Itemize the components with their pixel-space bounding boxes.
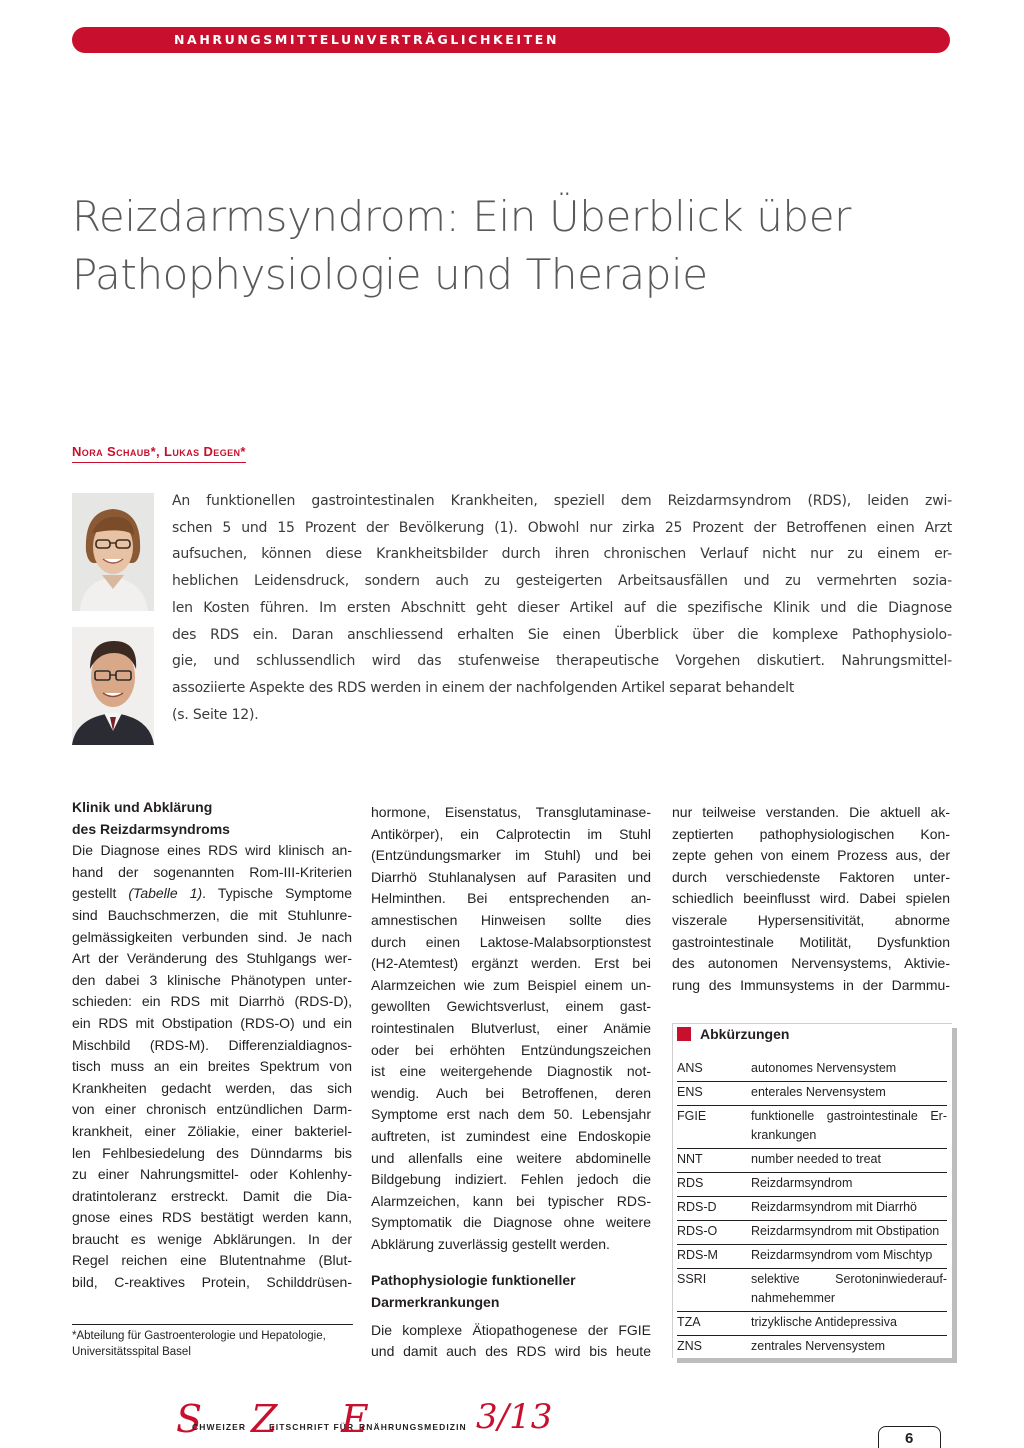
abbreviation-term: RDS-D <box>677 1200 717 1214</box>
abbreviation-row <box>677 1246 947 1269</box>
author-line: Nora Schaub*, Lukas Degen* <box>72 444 246 463</box>
definition-line: funktionelle gastrointestinale Er- <box>751 1109 947 1123</box>
body-line: dratintoleranz erstreckt. Damit die Dia- <box>72 1187 352 1204</box>
abstract-line: gie, und schlussendlich wird das stufenweise therapeutische Vorgehen diskutiert. Nahrungsmittel- <box>172 653 952 670</box>
abbreviation-term: RDS-M <box>677 1248 718 1262</box>
section-heading: Darmerkrankungen <box>371 1294 500 1311</box>
definition-line: enterales Nervensystem <box>751 1085 886 1099</box>
body-line: amnestischen Hinweisen sollte dies <box>371 911 651 928</box>
masthead-word: RNÄHRUNGSMEDIZIN <box>359 1422 467 1432</box>
abbreviation-definition <box>751 1222 947 1241</box>
definition-line: nahmehemmer <box>751 1291 836 1305</box>
body-line: gnose eines RDS bestätigt werden kann, <box>72 1209 352 1226</box>
body-line: oder bei erhöhten Entzündungszeichen <box>371 1041 651 1058</box>
abbreviation-row <box>677 1198 947 1221</box>
abbreviation-definition <box>751 1313 947 1332</box>
abbreviation-row <box>677 1313 947 1336</box>
body-line: des autonomen Nervensystems, Aktivie- <box>672 955 950 972</box>
body-line: Symptomatik die Diagnose ohne weitere <box>371 1214 651 1231</box>
abstract-line: An funktionellen gastrointestinalen Krankheiten, speziell dem Reizdarmsyndrom (RDS), leiden zwi- <box>172 493 952 509</box>
definition-line: Reizdarmsyndrom vom Mischtyp <box>751 1248 933 1262</box>
body-line: rointestinalen Blutverlust, einer Anämie <box>371 1019 651 1036</box>
body-line: viszerale Hypersensitivität, abnorme <box>672 911 950 928</box>
section-heading: Pathophysiologie funktioneller <box>371 1272 576 1289</box>
body-line: Alarmzeichen, kann bei typischer RDS- <box>371 1192 651 1209</box>
issue-number: 3/13 <box>476 1397 553 1437</box>
body-line: bild, C-reaktives Protein, Schilddrüsen- <box>72 1274 352 1291</box>
body-line: Die Diagnose eines RDS wird klinisch an- <box>72 842 352 859</box>
abbreviation-term: FGIE <box>677 1109 707 1123</box>
definition-line: selektive Serotoninwiederauf- <box>751 1272 947 1286</box>
abbreviation-term: TZA <box>677 1315 701 1329</box>
body-line: nur teilweise verstanden. Die aktuell ak- <box>672 804 950 820</box>
body-line: Helminthen. Bei entsprechenden an- <box>371 890 651 907</box>
footnote-line: *Abteilung für Gastroenterologie und Hepatologie, <box>72 1330 326 1342</box>
body-line: Symptome erst nach dem 50. Lebensjahr <box>371 1106 651 1123</box>
abbreviation-row <box>677 1150 947 1173</box>
definition-line: number needed to treat <box>751 1152 881 1166</box>
masthead-word: CHWEIZER <box>192 1422 247 1432</box>
abbreviation-row <box>677 1083 947 1106</box>
body-line: len Fehlbesiedelung des Dünndarms bis <box>72 1144 352 1161</box>
page-number-tab <box>878 1426 941 1448</box>
abstract-line: heblichen Leidensdruck, sondern auch zu gesteigerten Arbeitsausfällen und zu vermehrten sozia- <box>172 573 952 590</box>
abstract-line: schen 5 und 15 Prozent der Bevölkerung (1). Obwohl nur zirka 25 Prozent der Betroffenen einen Arzt <box>172 519 952 536</box>
body-line: Die komplexe Ätiopathogenese der FGIE <box>371 1321 651 1338</box>
body-line: Antikörper), ein Calprotectin im Stuhl <box>371 825 651 842</box>
abstract-line: assoziierte Aspekte des RDS werden in einem der nachfolgenden Artikel separat behandelt <box>172 679 795 696</box>
body-line: ein RDS mit Obstipation (RDS-O) und ein <box>72 1014 352 1031</box>
body-line: Alarmzeichen wie zum Beispiel einem un- <box>371 976 651 993</box>
affiliation-footnote <box>72 1328 362 1360</box>
portrait-man-image <box>72 627 154 745</box>
body-line: und damit auch des RDS wird bis heute <box>371 1343 651 1360</box>
body-line: Regel reichen eine Blutentnahme (Blut- <box>72 1252 352 1269</box>
abbreviation-definition <box>751 1174 947 1193</box>
section-heading: Klinik und Abklärung <box>72 799 213 815</box>
abbreviation-row <box>677 1270 947 1312</box>
red-square-marker <box>677 1027 691 1041</box>
text-column-2 <box>371 802 651 1363</box>
abbreviation-term: SSRI <box>677 1272 707 1286</box>
abbreviation-row <box>677 1107 947 1149</box>
footnote-divider <box>72 1324 353 1325</box>
body-line: gastrointestinale Motilität, Dysfunktion <box>672 933 950 950</box>
body-line: Bildgebung indiziert. Fehlen jedoch die <box>371 1171 651 1188</box>
abbreviation-definition <box>751 1150 947 1169</box>
abbreviation-row <box>677 1174 947 1197</box>
body-line: rung des Immunsystems in der Darmmu- <box>672 976 950 993</box>
definition-line: krankungen <box>751 1128 817 1142</box>
body-line: schiedlich beeinflusst wird. Dabei spielen <box>672 890 950 907</box>
abstract-line: (s. Seite 12). <box>172 706 259 723</box>
body-line: durch einen Laktose-Malabsorptionstest <box>371 933 651 950</box>
abbreviation-row <box>677 1059 947 1082</box>
table-reference: (Tabelle 1) <box>128 885 203 902</box>
abbreviation-term: RDS <box>677 1176 704 1190</box>
body-line: krankheit, einer Zöliakie, einer bakteriel- <box>72 1122 352 1139</box>
masthead-initial-e: E <box>341 1397 369 1441</box>
body-line: (H2-Atemtest) ergänzt werden. Erst bei <box>371 955 651 972</box>
abbreviations-header <box>673 1024 952 1044</box>
body-line: den dabei 3 klinische Phänotypen unter- <box>72 971 352 988</box>
abbreviation-term: NNT <box>677 1152 703 1166</box>
abbreviation-row <box>677 1222 947 1245</box>
definition-line: Reizdarmsyndrom mit Diarrhö <box>751 1200 918 1214</box>
abbreviation-term: ZNS <box>677 1339 702 1353</box>
body-line: tisch muss an ein breites Spektrum von <box>72 1058 352 1075</box>
masthead-word: EITSCHRIFT FÜR <box>269 1422 355 1432</box>
body-line: auftreten, ist zumindest eine Endoskopie <box>371 1127 651 1144</box>
text-column-1 <box>72 797 352 1294</box>
abbreviation-definition <box>751 1059 947 1078</box>
body-line: wendig. Auch bei Betroffenen, deren <box>371 1084 651 1101</box>
abstract-line: des RDS ein. Daran anschliessend erhalten Sie einen Überblick über die komplexe Pathophysiolo- <box>172 626 952 643</box>
body-line: gewollten Gewichtsverlust, einem gast- <box>371 998 651 1015</box>
text-column-3 <box>672 802 950 996</box>
definition-line: Reizdarmsyndrom <box>751 1176 853 1190</box>
body-line: Diarrhö Stuhlanalysen auf Parasiten und <box>371 868 651 885</box>
body-line: durch verschiedenste Faktoren unter- <box>672 868 950 885</box>
portrait-woman-image <box>72 493 154 611</box>
body-line: zeptierten pathophysiologischen Kon- <box>672 825 950 842</box>
definition-line: trizyklische Antidepressiva <box>751 1315 897 1329</box>
section-heading: des Reizdarmsyndroms <box>72 820 230 837</box>
article-abstract <box>172 488 952 728</box>
abbreviation-definition <box>751 1246 947 1265</box>
body-line: von einer chronisch entzündlichen Darm- <box>72 1101 352 1118</box>
title-line-1: Reizdarmsyndrom: Ein Überblick über <box>72 192 851 241</box>
abstract-line: aufsuchen, können diese Krankheitsbilder durch ihren chronischen Verlauf nicht nur zu einem er- <box>172 546 952 563</box>
masthead-initial-z: Z <box>251 1397 278 1441</box>
abbreviation-definition <box>751 1270 947 1308</box>
abbreviation-definition <box>751 1198 947 1217</box>
body-line: hand der sogenannten Rom-III-Kriterien <box>72 863 352 880</box>
abstract-line: len Kosten führen. Im ersten Abschnitt geht dieser Artikel auf die spezifische Klinik und die Diagnose <box>172 599 952 616</box>
abbreviation-definition <box>751 1107 947 1145</box>
body-line: zu einer Nahrungsmittel- oder Kohlenhy- <box>72 1166 352 1183</box>
abbreviation-definition <box>751 1337 947 1356</box>
body-line: Art der Veränderung des Stuhlgangs wer- <box>72 950 352 967</box>
body-line: Abklärung zuverlässig gestellt werden. <box>371 1235 610 1252</box>
body-line: sind Bauchschmerzen, die mit Stuhlunre- <box>72 906 352 923</box>
definition-line: Reizdarmsyndrom mit Obstipation <box>751 1224 940 1238</box>
abbreviation-row <box>677 1337 947 1358</box>
abbreviation-term: ANS <box>677 1061 703 1075</box>
page-number: 6 <box>905 1430 914 1447</box>
abbreviation-definition <box>751 1083 947 1102</box>
body-line: Mischbild (RDS-M). Differenzialdiagnos- <box>72 1036 352 1053</box>
body-line: gestellt (Tabelle 1). Typische Symptome <box>72 885 352 902</box>
body-line: Krankheiten gedacht werden, das sich <box>72 1079 352 1096</box>
section-banner <box>72 27 950 53</box>
author-photo-2 <box>72 627 154 745</box>
body-line: ist eine weitergehende Diagnostik not- <box>371 1063 651 1080</box>
abbreviations-title: Abkürzungen <box>700 1026 790 1042</box>
body-line: und allenfalls eine weitere abdominelle <box>371 1149 651 1166</box>
section-label: NAHRUNGSMITTELUNVERTRÄGLICHKEITEN <box>174 32 560 47</box>
footnote-line: Universitätsspital Basel <box>72 1346 191 1358</box>
body-line: (Entzündungsmarker im Stuhl) und bei <box>371 847 651 864</box>
definition-line: autonomes Nervensystem <box>751 1061 897 1075</box>
abbreviation-term: RDS-O <box>677 1224 718 1238</box>
abbreviations-box <box>672 1023 952 1358</box>
masthead-initial-s: S <box>176 1397 203 1441</box>
body-line: gelmässigkeiten verbunden sind. Je nach <box>72 928 352 945</box>
article-title <box>72 188 972 304</box>
definition-line: zentrales Nervensystem <box>751 1339 886 1353</box>
body-line: hormone, Eisenstatus, Transglutaminase- <box>371 804 651 820</box>
body-line: braucht es wenige Abklärungen. In der <box>72 1230 352 1247</box>
body-line: schieden: ein RDS mit Diarrhö (RDS-D), <box>72 993 352 1010</box>
abbreviation-term: ENS <box>677 1085 703 1099</box>
body-line: zepte gehen von einem Prozess aus, der <box>672 847 950 864</box>
author-photo-1 <box>72 493 154 611</box>
title-line-2: Pathophysiologie und Therapie <box>72 250 708 299</box>
